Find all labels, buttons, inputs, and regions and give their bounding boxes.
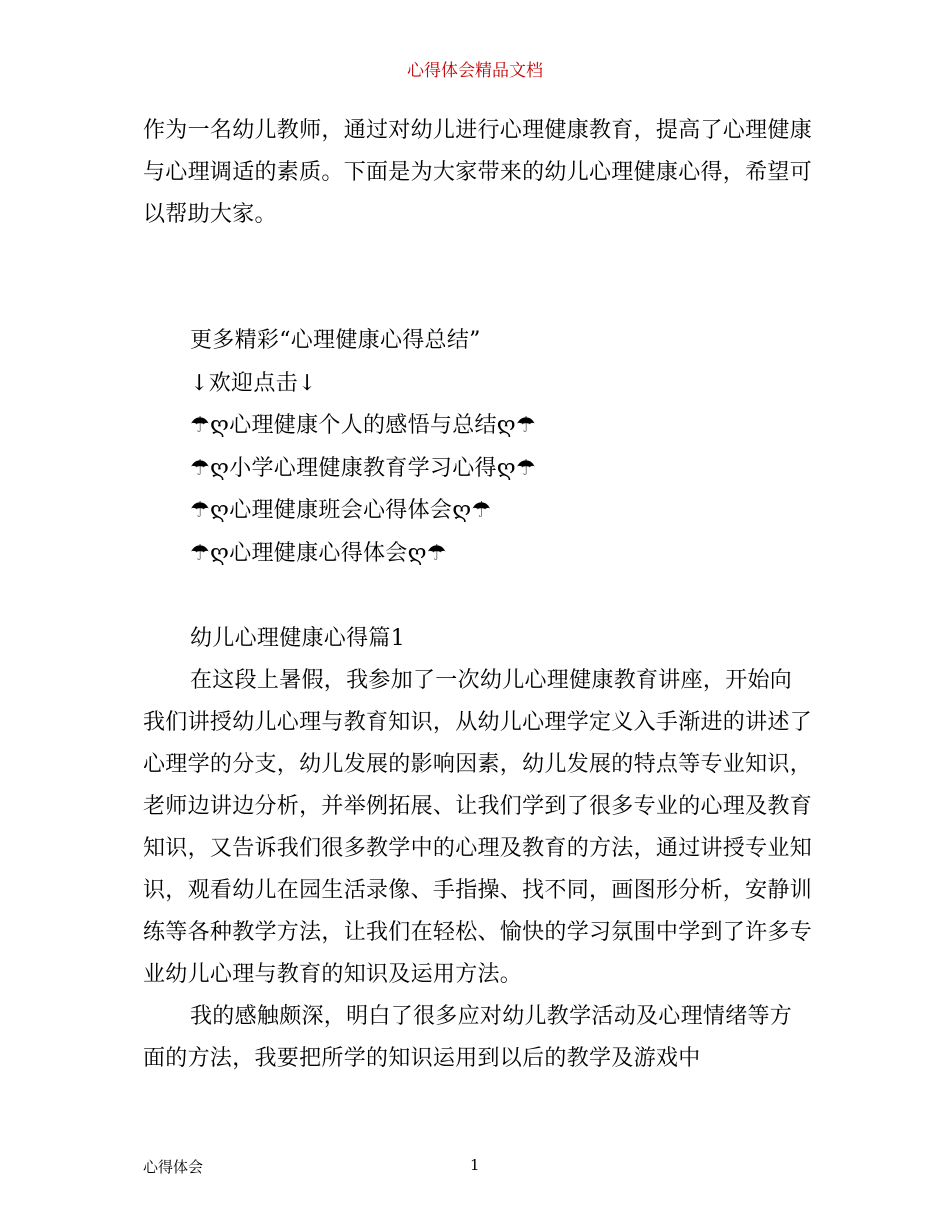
page-header-title: 心得体会精品文档: [407, 61, 543, 81]
article-heading: 幼儿心理健康心得篇1: [190, 626, 405, 651]
more-links-section: [143, 320, 813, 575]
article-paragraph-2: 我的感触颇深，明白了很多应对幼儿教学活动及心理情绪等方面的方法，我要把所学的知识运用到以后的教学及游戏中: [143, 1004, 793, 1071]
intro-paragraph: 作为一名幼儿教师，通过对幼儿进行心理健康教育，提高了心理健康与心理调适的素质。下面是为大家带来的幼儿心理健康心得，希望可以帮助大家。: [143, 118, 813, 227]
link-mental-health-experience[interactable]: ☂ღ心理健康心得体会ღ☂: [190, 540, 447, 566]
article-paragraph-1: 在这段上暑假，我参加了一次幼儿心理健康教育讲座，开始向我们讲授幼儿心理与教育知识，从幼儿心理学定义入手渐进的讲述了心理学的分支，幼儿发展的影响因素，幼儿发展的特点等专业知识，老师边讲边分析，并举例拓展、让我们学到了很多专业的心理及教育知识，又告诉我们很多教学中的心理及教育的方法，通过讲授专业知识，观看幼儿在园生活录像、手指操、找不同，画图形分析，安静训练等各种教学方法，让我们在轻松、愉快的学习氛围中学到了许多专业幼儿心理与教育的知识及运用方法。: [143, 668, 813, 987]
link-class-meeting[interactable]: ☂ღ心理健康班会心得体会ღ☂: [190, 498, 492, 523]
article-section: [143, 618, 813, 1080]
link-primary-school-education[interactable]: ☂ღ小学心理健康教育学习心得ღ☂: [190, 455, 536, 481]
page-number: 1: [470, 1156, 480, 1174]
footer-label: 心得体会: [143, 1158, 204, 1176]
link-personal-insight[interactable]: ☂ღ心理健康个人的感悟与总结ღ☂: [190, 413, 536, 438]
more-links-title: 更多精彩“心理健康心得总结”: [190, 328, 481, 353]
click-prompt: ↓欢迎点击↓: [190, 370, 317, 396]
